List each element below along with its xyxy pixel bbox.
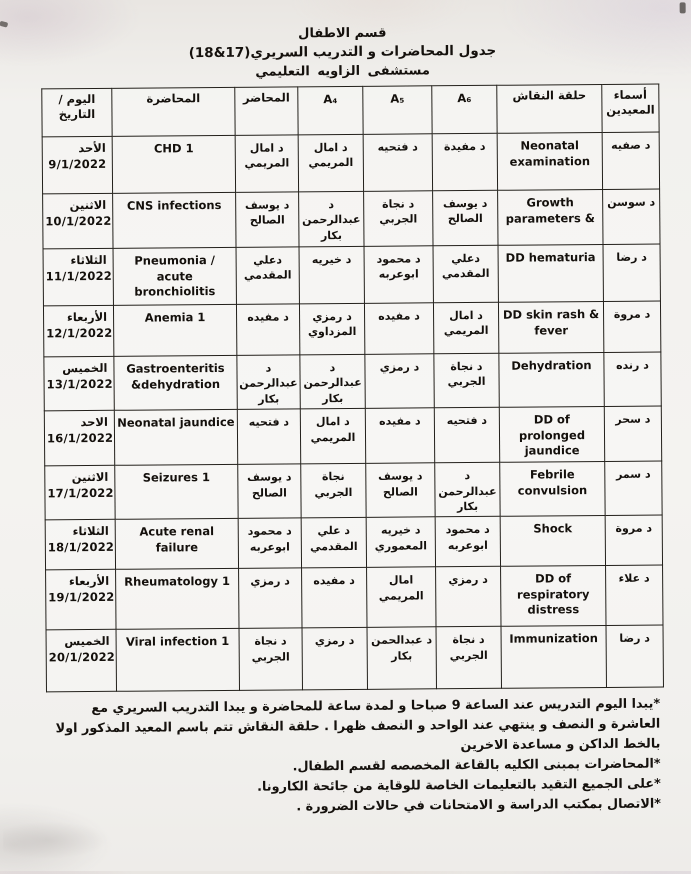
date-label: 18/1/2022 <box>47 540 115 555</box>
group-a4-cell: د مفيده <box>302 568 367 629</box>
assistant-cell: د مروة <box>605 515 662 565</box>
day-date-cell <box>43 248 113 306</box>
date-label: 12/1/2022 <box>46 325 113 341</box>
lecture-cell: Rheumatology 1 <box>116 569 239 630</box>
lecturer-cell: د مفيده <box>236 304 299 355</box>
table-row <box>43 189 660 249</box>
date-label: 16/1/2022 <box>46 430 114 446</box>
group-a6-cell: د فتحيه <box>434 407 499 463</box>
group-a5-cell: د فتحيه <box>363 134 432 192</box>
note-covid-precautions: *على الجميع التقيد بالتعليمات الخاصة للوقاية من جائحة الكارونا. <box>257 776 661 796</box>
document-header <box>0 21 688 83</box>
lecturer-cell: د يوسف الصالح <box>236 192 299 247</box>
col-header-group-a4: A₄ <box>298 86 363 135</box>
group-a4-cell: د امال المريمي <box>300 409 365 465</box>
group-a6-cell: د نجاة الجربي <box>434 353 499 408</box>
group-a5-cell: د خيريه المعموري <box>366 517 435 568</box>
group-a4-cell: د رمزي <box>302 628 367 691</box>
group-a5-cell: د محمود ابوعربه <box>364 246 433 304</box>
day-date-cell <box>46 570 116 631</box>
date-label: 17/1/2022 <box>47 485 114 501</box>
table-header-row <box>42 84 659 137</box>
lecture-cell: CHD 1 <box>112 135 235 193</box>
day-label: الأربعاء <box>66 309 108 325</box>
day-label: الاثنين <box>71 470 109 485</box>
day-date-cell <box>43 305 113 357</box>
date-label: 19/1/2022 <box>48 590 115 605</box>
group-a6-cell: د عبدالرحمن بكار <box>435 462 500 517</box>
date-label: 9/1/2022 <box>48 156 107 172</box>
group-a5-cell: د نجاة الجربي <box>364 191 433 247</box>
group-a5-cell: د رمزي <box>365 354 434 409</box>
group-a4-cell: د عبدالرحمن بكار <box>299 191 364 247</box>
assistant-cell: د صفيه <box>602 132 659 189</box>
table-row <box>46 565 663 630</box>
department-title: قسم الاطفال <box>298 25 387 42</box>
table-row <box>45 515 662 570</box>
col-header-discussion: حلقة النقاش <box>497 84 602 133</box>
lecturer-cell: د نجاة الجربي <box>239 628 302 690</box>
lecturer-cell: د عبدالرحمن بكار <box>237 355 300 410</box>
day-date-cell <box>44 356 114 411</box>
lecture-cell: Acute renal failure <box>115 519 238 570</box>
table-row <box>42 132 659 194</box>
col-header-group-a5: A₅ <box>363 86 432 135</box>
discussion-cell: Shock <box>500 516 605 567</box>
lecturer-cell: د رمزي <box>239 568 302 628</box>
table-row <box>44 406 661 466</box>
day-label: الأربعاء <box>68 574 110 589</box>
group-a4-cell: د خيريه <box>299 246 364 304</box>
discussion-cell: Growth parameters & <box>498 189 603 245</box>
discussion-cell: Dehydration <box>499 352 604 407</box>
discussion-cell: Immunization <box>501 626 606 689</box>
lecture-cell: CNS infections <box>113 192 236 248</box>
assistant-cell: د علاء <box>606 565 663 625</box>
table-row <box>44 352 661 411</box>
col-header-group-a6: A₆ <box>432 85 497 134</box>
date-label: 20/1/2022 <box>48 650 116 665</box>
table-row <box>46 625 663 692</box>
lecturer-cell: د محمود ابوعربه <box>238 518 301 568</box>
lecture-schedule-table <box>41 84 664 693</box>
discussion-cell: Neonatal examination <box>497 132 602 190</box>
footnotes <box>38 695 661 820</box>
group-a6-cell: دعلي المقدمي <box>433 245 498 303</box>
scan-smudge-bottom-left <box>3 815 153 866</box>
discussion-cell: DD skin rash & fever <box>498 301 603 353</box>
group-a6-cell: د مفيدة <box>432 133 497 191</box>
day-date-cell <box>43 193 113 249</box>
assistant-cell: د رضا <box>606 625 663 687</box>
day-date-cell <box>46 630 116 693</box>
discussion-cell: Febrile convulsion <box>500 462 605 517</box>
group-a5-cell: د مفيده <box>365 408 434 464</box>
group-a4-cell: نجاة الجربي <box>301 464 366 519</box>
assistant-cell: د مروة <box>603 301 660 352</box>
day-label: الثلاثاء <box>72 524 109 539</box>
group-a4-cell: د عبدالرحمن بكار <box>300 354 365 409</box>
hospital-title: مستشفى الزاويه التعليمي <box>255 63 430 80</box>
day-label: الخميس <box>62 360 108 376</box>
table-row <box>45 461 662 520</box>
col-header-day-date: اليوم / التاريخ <box>42 88 112 137</box>
day-label: الأحد <box>78 140 106 156</box>
schedule-title: جدول المحاضرات و التدريب السريري(17&18) <box>188 42 497 62</box>
day-label: الاحد <box>80 415 108 430</box>
discussion-cell: DD of respiratory distress <box>501 566 606 627</box>
day-date-cell <box>44 410 114 466</box>
lecture-cell: Gastroenteritis &dehydration <box>114 355 237 410</box>
group-a6-cell: د يوسف الصالح <box>433 190 498 246</box>
note-schedule-times: *يبدا اليوم التدريس عند الساعة 9 صباحا و لمدة ساعة للمحاضرة و يبدا التدريب السريري مع العاشرة و النصف و ينتهي عند الواحد و النصف ظهرا . حلقة النقاش تتم باسم المعيد المذكور اولا بالخط الداكن و مساعدة الاخرين <box>55 696 661 753</box>
group-a4-cell: د رمزي المزداوي <box>299 303 364 355</box>
lecture-cell: Seizures 1 <box>115 465 238 520</box>
col-header-lecture: المحاضرة <box>112 87 235 136</box>
group-a5-cell: د يوسف الصالح <box>366 463 435 518</box>
group-a6-cell: د رمزي <box>436 567 501 628</box>
day-date-cell <box>42 136 112 194</box>
lecture-cell: Anemia 1 <box>113 304 236 356</box>
group-a5-cell: د عبدالحمن بكار <box>367 627 436 690</box>
assistant-cell: د رضا <box>603 244 660 301</box>
day-date-cell <box>45 465 115 520</box>
group-a6-cell: د امال المريمي <box>433 302 498 354</box>
date-label: 13/1/2022 <box>46 376 113 392</box>
lecturer-cell: د امال المريمي <box>235 135 298 192</box>
lecturer-cell: دعلي المقدمي <box>236 247 299 304</box>
assistant-cell: د سوسن <box>603 189 660 244</box>
day-date-cell <box>45 520 115 571</box>
group-a4-cell: د علي المقدمي <box>301 518 366 569</box>
assistant-cell: د سمر <box>605 461 662 516</box>
day-label: الخميس <box>64 634 110 649</box>
lecture-cell: Viral infection 1 <box>116 629 239 692</box>
date-label: 11/1/2022 <box>45 268 113 284</box>
lecture-cell: Neonatal jaundice <box>114 410 237 466</box>
lecture-cell: Pneumonia / acute bronchiolitis <box>113 247 236 305</box>
col-header-lecturer: المحاضر <box>235 87 298 135</box>
assistant-cell: د سحر <box>604 406 661 461</box>
lecturer-cell: د يوسف الصالح <box>238 464 301 519</box>
lecturer-cell: د فتحيه <box>237 409 300 464</box>
col-header-assistants: أسماء المعيدين <box>602 84 659 132</box>
discussion-cell: DD of prolonged jaundice <box>499 407 604 463</box>
scan-speck-top-right <box>680 2 686 13</box>
table-row <box>43 244 660 306</box>
group-a6-cell: د محمود ابوعربه <box>435 517 500 568</box>
date-label: 10/1/2022 <box>45 213 112 229</box>
discussion-cell: DD hematuria <box>498 244 603 302</box>
group-a5-cell: امال المريمي <box>367 567 436 628</box>
day-label: الاثنين <box>69 197 107 213</box>
group-a5-cell: د مفيده <box>364 303 433 355</box>
day-label: الثلاثاء <box>70 252 107 268</box>
assistant-cell: د رنده <box>604 352 661 407</box>
table-row <box>43 301 660 357</box>
group-a6-cell: د نجاة الجربي <box>436 627 501 690</box>
group-a4-cell: د امال المريمي <box>298 134 363 192</box>
note-contact-office: *الاتصال بمكتب الدراسة و الامتحانات في حالات الضرورة . <box>296 796 661 815</box>
note-lecture-hall: *المحاضرات بمبنى الكليه بالقاعة المخصصه لقسم الطفال. <box>292 757 661 775</box>
